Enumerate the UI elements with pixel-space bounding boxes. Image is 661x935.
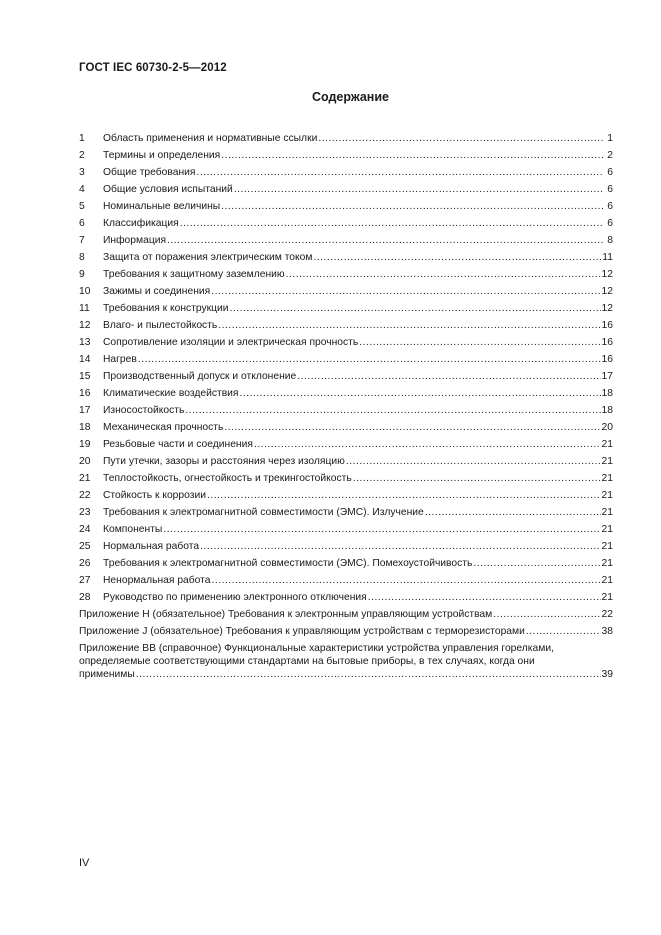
toc-page-number: 11 [602,252,613,263]
toc-entry[interactable] [79,387,613,400]
toc-entry-title: Общие условия испытаний [103,184,233,195]
toc-leader-dots [313,251,601,264]
toc-leader-dots [240,387,601,400]
toc-entry-number: 25 [79,541,91,552]
toc-page-number: 12 [601,269,613,280]
toc-entry[interactable] [79,149,613,162]
toc-leader-dots [224,421,600,434]
toc-entry-title: Область применения и нормативные ссылки [103,133,318,144]
toc-page-number: 6 [607,167,613,178]
toc-entry-number: 11 [79,303,90,314]
toc-entry-title: Резьбовые части и соединения [103,439,253,450]
toc-entry[interactable] [79,574,613,587]
toc-entry[interactable] [79,421,613,434]
toc-entry-number: 5 [79,201,85,212]
toc-leader-dots [526,625,601,638]
toc-entry[interactable] [79,591,613,604]
toc-annex-bb-line1: Приложение BB (справочное) Функциональные характеристики устройства управления горелками, [79,643,554,654]
toc-entry-number: 27 [79,575,91,586]
toc-leader-dots [286,268,601,281]
toc-leader-dots [185,404,600,417]
toc-page-number: 12 [601,286,613,297]
toc-entry-title: Пути утечки, зазоры и расстояния через изоляцию [103,456,345,467]
toc-entry-title: Номинальные величины [103,201,221,212]
toc-entry-title: Нагрев [103,354,137,365]
toc-entry[interactable] [79,217,613,230]
toc-page-number: 22 [601,609,613,620]
toc-entry-title: Требования к защитному заземлению [103,269,285,280]
toc-leader-dots [318,132,604,145]
toc-page-number: 2 [607,150,613,161]
toc-leader-dots [221,200,604,213]
toc-entry-title: Нормальная работа [103,541,200,552]
toc-entry-number: 3 [79,167,85,178]
toc-entry[interactable] [79,472,613,485]
toc-entry-number: 4 [79,184,85,195]
toc-page-number: 18 [601,388,613,399]
toc-entry-number: 24 [79,524,91,535]
toc-leader-dots [353,472,601,485]
toc-page-number: 1 [607,133,613,144]
toc-leader-dots [425,506,601,519]
toc-page-number: 16 [601,337,613,348]
toc-entry-number: 17 [79,405,91,416]
toc-entry[interactable] [79,302,613,315]
toc-leader-dots [221,149,604,162]
toc-page-number: 6 [607,218,613,229]
toc-leader-dots [197,166,605,179]
toc-entry-number: 26 [79,558,91,569]
toc-entry-number: 22 [79,490,91,501]
toc-entry-title: Защита от поражения электрическим током [103,252,313,263]
toc-entry-title: Требования к конструкции [103,303,229,314]
toc-annex-bb[interactable] [79,642,613,681]
toc-leader-dots [218,319,600,332]
toc-entry-title: Зажимы и соединения [103,286,211,297]
toc-leader-dots [212,574,601,587]
toc-leader-dots [180,217,604,230]
toc-annex-bb-line3 [79,668,613,681]
toc-leader-dots [136,668,601,681]
toc-leader-dots [234,183,604,196]
toc-entry-number: 10 [79,286,91,297]
toc-page-number: 8 [607,235,613,246]
toc-entry-number: 12 [79,320,91,331]
toc-page-number: 21 [601,456,613,467]
toc-entry[interactable] [79,438,613,451]
toc-page-number: 21 [601,592,613,603]
toc-annex-title: Приложение J (обязательное) Требования к управляющим устройствам с терморезисторами [79,626,525,637]
toc-page-number: 21 [601,524,613,535]
toc-entry-title: Стойкость к коррозии [103,490,206,501]
toc-page-number: 6 [607,184,613,195]
toc-page-number: 39 [601,669,613,680]
toc-page-number: 18 [601,405,613,416]
toc-leader-dots [254,438,601,451]
toc-entry-title: Требования к электромагнитной совместимости (ЭМС). Излучение [103,507,424,518]
toc-leader-dots [359,336,600,349]
toc-entry-title: Механическая прочность [103,422,224,433]
toc-entry-number: 13 [79,337,91,348]
toc-entry[interactable] [79,540,613,553]
toc-entry-title: Компоненты [103,524,163,535]
table-of-contents [79,132,613,685]
toc-entry-title: Износостойкость [103,405,185,416]
toc-sections [79,132,613,604]
toc-page-number: 16 [601,354,613,365]
toc-entry[interactable] [79,353,613,366]
toc-page-number: 38 [601,626,613,637]
toc-entry-number: 1 [79,133,85,144]
toc-leader-dots [138,353,601,366]
toc-entry[interactable] [79,251,613,264]
toc-leader-dots [297,370,600,383]
toc-entry-title: Сопротивление изоляции и электрическая прочность [103,337,359,348]
toc-page-number: 16 [601,320,613,331]
toc-entry[interactable] [79,336,613,349]
toc-entry-title: Климатические воздействия [103,388,239,399]
toc-leader-dots [473,557,600,570]
toc-page-number: 6 [607,201,613,212]
toc-annex-entry[interactable] [79,608,613,621]
toc-leader-dots [493,608,600,621]
toc-entry-number: 16 [79,388,91,399]
toc-leader-dots [163,523,600,536]
toc-entry-number: 19 [79,439,91,450]
toc-page-number: 21 [601,575,613,586]
toc-entry[interactable] [79,455,613,468]
toc-page-number: 12 [601,303,613,314]
toc-entry-number: 20 [79,456,91,467]
toc-entry[interactable] [79,166,613,179]
toc-entry-title: Влаго- и пылестойкость [103,320,218,331]
toc-annex-entry[interactable] [79,625,613,638]
toc-entry[interactable] [79,183,613,196]
toc-page-number: 21 [601,541,613,552]
toc-page-number: 21 [601,439,613,450]
toc-entry-number: 15 [79,371,91,382]
toc-entry[interactable] [79,268,613,281]
toc-entry[interactable] [79,319,613,332]
toc-leader-dots [167,234,604,247]
toc-page-number: 17 [601,371,613,382]
toc-annex-title: Приложение H (обязательное) Требования к электронным управляющим устройствам [79,609,493,620]
page-number-footer: IV [79,857,90,869]
toc-entry[interactable] [79,523,613,536]
toc-entry-number: 6 [79,218,85,229]
toc-entry-number: 21 [79,473,91,484]
toc-entry-number: 14 [79,354,91,365]
toc-entry[interactable] [79,234,613,247]
toc-entry-title: Общие требования [103,167,196,178]
toc-entry-number: 18 [79,422,91,433]
toc-leader-dots [346,455,601,468]
toc-entry[interactable] [79,404,613,417]
toc-entry[interactable] [79,132,613,145]
toc-page-number: 20 [601,422,613,433]
toc-entry-number: 8 [79,252,85,263]
toc-entry-number: 9 [79,269,85,280]
toc-entry-title: Руководство по применению электронного отключения [103,592,367,603]
toc-entry[interactable] [79,285,613,298]
toc-page-number: 21 [601,558,613,569]
toc-leader-dots [230,302,601,315]
document-header: ГОСТ IEC 60730-2-5—2012 [79,62,227,74]
toc-page-number: 21 [601,490,613,501]
toc-leader-dots [207,489,601,502]
toc-entry-title: Теплостойкость, огнестойкость и трекингостойкость [103,473,352,484]
toc-annex-bb-line3-text: применимы [79,669,135,680]
toc-entry-title: Информация [103,235,167,246]
toc-entry[interactable] [79,557,613,570]
toc-entry-title: Ненормальная работа [103,575,211,586]
toc-entry-number: 28 [79,592,91,603]
toc-entry[interactable] [79,200,613,213]
toc-entry-number: 23 [79,507,91,518]
toc-entry[interactable] [79,489,613,502]
toc-entry-number: 2 [79,150,85,161]
toc-entry-title: Термины и определения [103,150,221,161]
toc-entry-title: Требования к электромагнитной совместимости (ЭМС). Помехоустойчивость [103,558,473,569]
toc-page-number: 21 [601,507,613,518]
toc-entry-title: Классификация [103,218,179,229]
toc-entry-title: Производственный допуск и отклонение [103,371,297,382]
toc-leader-dots [211,285,600,298]
toc-page-number: 21 [601,473,613,484]
toc-leader-dots [200,540,600,553]
toc-leader-dots [368,591,601,604]
toc-entry[interactable] [79,506,613,519]
toc-entry[interactable] [79,370,613,383]
toc-entry-number: 7 [79,235,85,246]
toc-title: Содержание [311,90,389,104]
toc-annex-bb-line2: определяемые соответствующими стандартами на бытовые приборы, в тех случаях, когда они [79,656,535,667]
toc-annexes [79,608,613,638]
